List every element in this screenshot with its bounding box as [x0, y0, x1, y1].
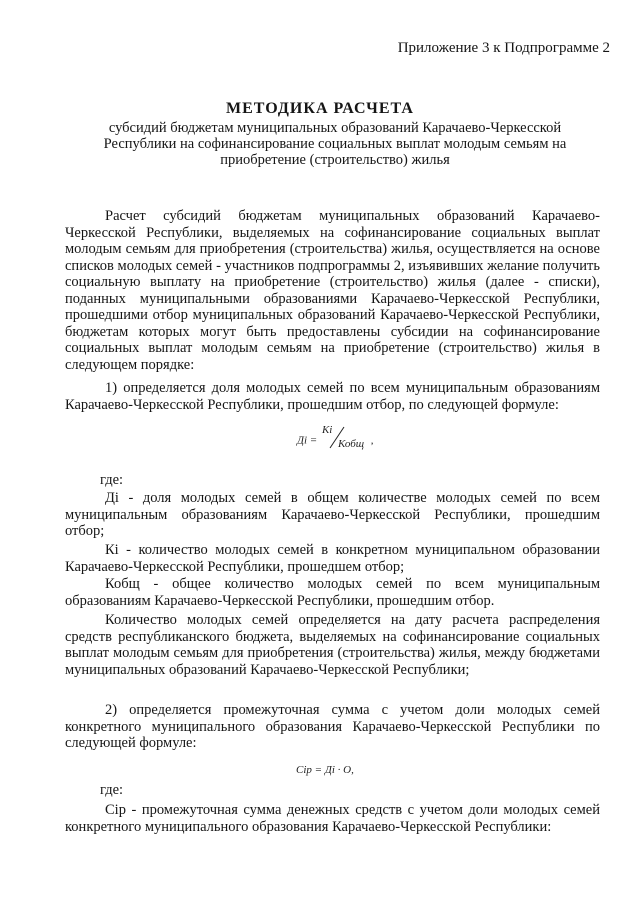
- step-1-paragraph: 1) определяется доля молодых семей по всем муниципальным образованиям Карачаево-Черкесской Республики, прошедшим отбор, по следующей формуле:: [65, 380, 600, 413]
- definition-di: Дi - доля молодых семей в общем количестве молодых семей по всем муниципальным образованиям Карачаево-Черкесской Республики, прошедшим отбор;: [65, 490, 600, 539]
- definition-ki: Кi - количество молодых семей в конкретном муниципальном образовании Карачаево-Черкесской Республики, прошедшем отбор;: [65, 542, 600, 575]
- appendix-reference: Приложение 3 к Подпрограмме 2: [397, 40, 610, 56]
- document-subtitle: субсидий бюджетам муниципальных образований Карачаево-Черкесской Республики на софинансирование социальных выплат молодым семьям на приобретение (строительство) жилья: [103, 120, 567, 168]
- intro-paragraph: Расчет субсидий бюджетам муниципальных образований Карачаево-Черкесской Республики, выделяемых на софинансирование социальных выплат молодым семьям для приобретения (строительства) жилья, осуществляется на основе списков молодых семей - участников подпрограммы 2, изъявивших желание получить социальную выплату на приобретение (строительство) жилья (далее - списки), поданных муниципальными образованиями Карачаево-Черкесской Республики, прошедшими отбор муниципальных образований Карачаево-Черкесской Республики, бюджетам которых могут быть предоставлены субсидии на софинансирование социальных выплат молодым семьям на приобретение (строительство) жилья в следующем порядке:: [65, 208, 600, 373]
- step-2-paragraph: 2) определяется промежуточная сумма с учетом доли молодых семей конкретного муниципального образования Карачаево-Черкесской Республики по следующей формуле:: [65, 702, 600, 751]
- formula-share-tail: ,: [370, 434, 374, 447]
- formula-share-numerator: Кi: [321, 424, 333, 436]
- count-note-paragraph: Количество молодых семей определяется на дату расчета распределения средств республиканского бюджета, выделяемых на софинансирование социальных выплат молодым семьям для приобретения (строительства) жилья, между бюджетами муниципальных образований Карачаево-Черкесской Республики;: [65, 612, 600, 678]
- formula-share-denominator: Кобщ: [337, 438, 365, 450]
- formula-share-fraction: [320, 424, 368, 452]
- document-title: МЕТОДИКА РАСЧЕТА: [226, 100, 414, 117]
- definition-kobsh: Кобщ - общее количество молодых семей по всем муниципальным образованиям Карачаево-Черкесской Республики, прошедшим отбор.: [65, 576, 600, 609]
- definition-cir: Сiр - промежуточная сумма денежных средств с учетом доли молодых семей конкретного муниципального образования Карачаево-Черкесской Республики:: [65, 802, 600, 835]
- formula-intermediate-sum: Сiр = Дi · О,: [296, 764, 354, 776]
- formula-share: [297, 424, 374, 452]
- formula-share-lhs: Дi =: [297, 434, 320, 447]
- where-label-2: где:: [100, 782, 124, 798]
- where-label-1: где:: [100, 472, 124, 488]
